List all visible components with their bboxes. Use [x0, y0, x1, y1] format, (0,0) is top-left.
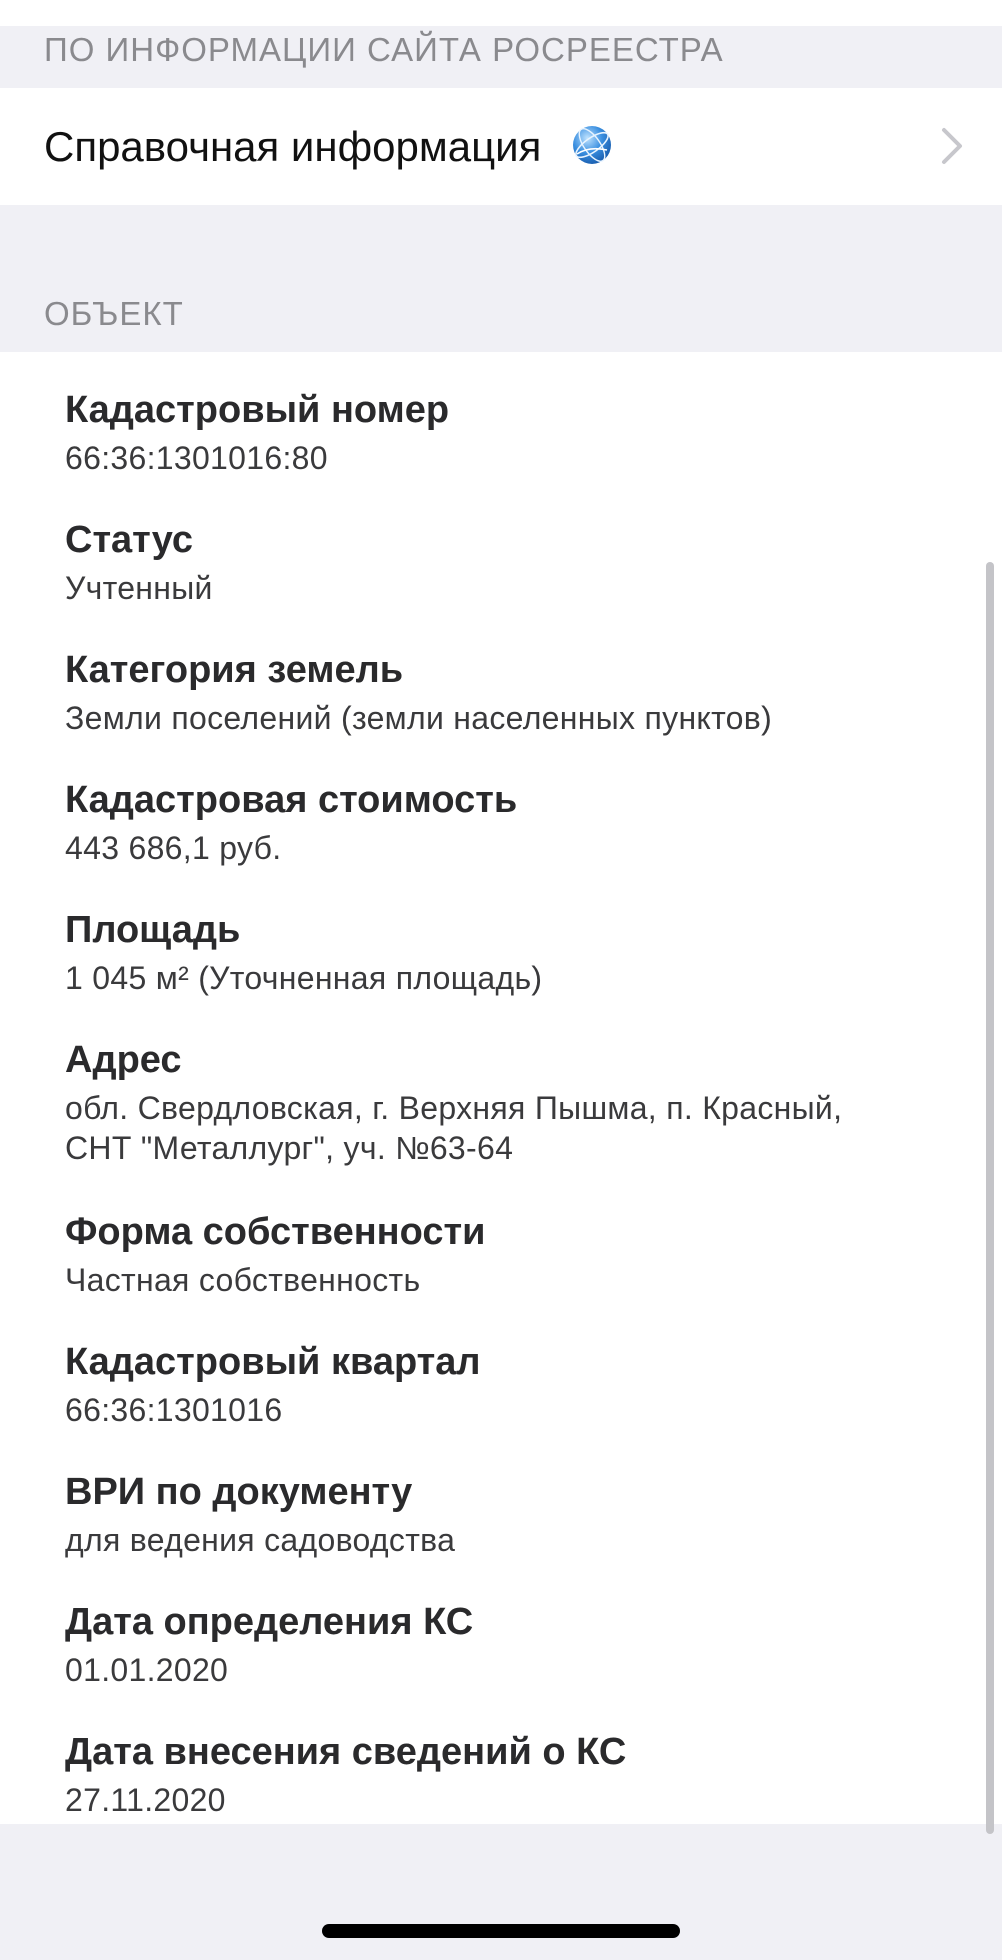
object-info-card	[0, 352, 1002, 1824]
chevron-right-icon	[940, 124, 964, 168]
field-status	[65, 518, 945, 608]
field-value: 27.11.2020	[65, 1782, 226, 1818]
field-label: Дата определения КС	[65, 1601, 474, 1643]
home-indicator[interactable]	[322, 1924, 680, 1938]
field-label: ВРИ по документу	[65, 1471, 413, 1513]
field-permitted-use	[65, 1470, 945, 1560]
previous-row-edge	[0, 0, 1002, 26]
field-label: Кадастровая стоимость	[65, 779, 518, 821]
field-value-line-1: обл. Свердловская, г. Верхняя Пышма, п. Красный,	[65, 1090, 843, 1126]
field-cadastral-value	[65, 778, 945, 868]
reference-info-row[interactable]	[0, 88, 1002, 205]
field-value: Учтенный	[65, 570, 213, 606]
field-area	[65, 908, 945, 998]
field-valuation-date	[65, 1600, 945, 1690]
field-value: 1 045 м² (Уточненная площадь)	[65, 960, 543, 996]
field-value: 66:36:1301016	[65, 1392, 283, 1428]
field-value: 66:36:1301016:80	[65, 440, 328, 476]
section-header-rosreestr: ПО ИНФОРМАЦИИ САЙТА РОСРЕЕСТРА	[44, 31, 724, 68]
field-label: Форма собственности	[65, 1211, 486, 1253]
field-value: 01.01.2020	[65, 1652, 229, 1688]
reference-info-label: Справочная информация	[44, 122, 542, 170]
field-valuation-entry-date	[65, 1730, 945, 1820]
field-address	[65, 1038, 945, 1168]
field-cadastral-number	[65, 388, 945, 478]
field-value: Земли поселений (земли населенных пунктов)	[65, 700, 773, 736]
vertical-scrollbar[interactable]	[986, 562, 994, 1834]
field-land-category	[65, 648, 945, 738]
field-value: для ведения садоводства	[65, 1522, 456, 1558]
field-label: Кадастровый номер	[65, 389, 450, 431]
field-ownership-form	[65, 1210, 945, 1300]
field-label: Площадь	[65, 909, 241, 951]
field-cadastral-quarter	[65, 1340, 945, 1430]
globe-icon	[571, 124, 613, 166]
field-value: Частная собственность	[65, 1262, 421, 1298]
field-value-line-2: СНТ "Металлург", уч. №63-64	[65, 1130, 514, 1166]
field-label: Адрес	[65, 1039, 182, 1081]
section-header-object: ОБЪЕКТ	[44, 295, 184, 332]
field-label: Статус	[65, 519, 194, 561]
field-value: 443 686,1 руб.	[65, 830, 282, 866]
field-label: Категория земель	[65, 649, 404, 691]
field-label: Кадастровый квартал	[65, 1341, 481, 1383]
field-label: Дата внесения сведений о КС	[65, 1731, 627, 1773]
